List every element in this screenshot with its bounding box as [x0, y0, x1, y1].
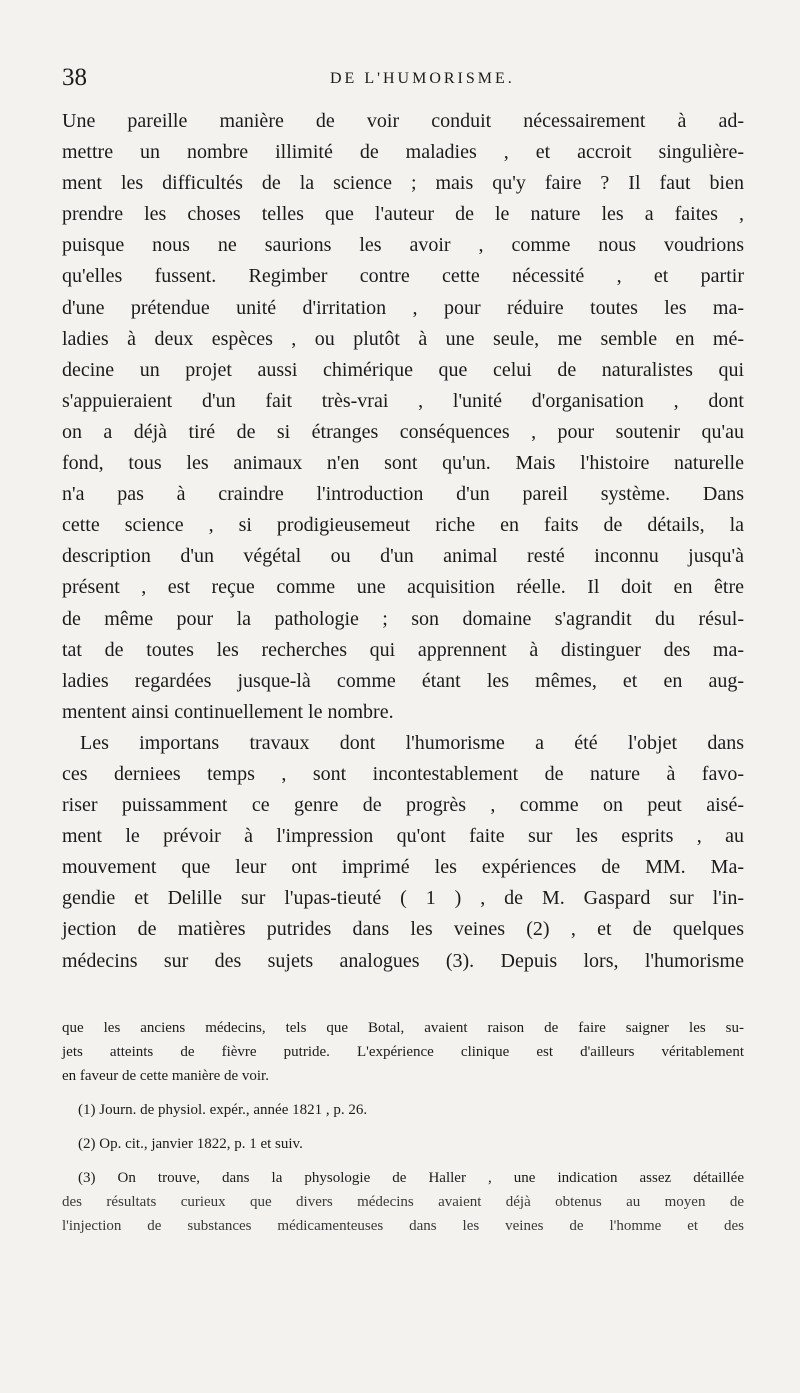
body-line: ment les difficultés de la science ; mais qu'y faire ? Il faut bien	[62, 172, 744, 195]
footnote-line: l'injection de substances médicamenteuses dans les veines de l'homme et des	[62, 1218, 744, 1234]
footnote-line: jets atteints de fièvre putride. L'expérience clinique est d'ailleurs véritablement	[62, 1044, 744, 1060]
footnote-1: (1) Journ. de physiol. expér., année 1821 , p. 26.	[78, 1102, 368, 1118]
running-head: DE L'HUMORISME.	[330, 70, 515, 87]
body-line: s'appuieraient d'un fait très-vrai , l'unité d'organisation , dont	[62, 389, 744, 412]
footnote-line: en faveur de cette manière de voir.	[62, 1068, 269, 1084]
body-line: mentent ainsi continuellement le nombre.	[62, 700, 394, 723]
footnotes	[62, 1016, 744, 1238]
page-number: 38	[62, 64, 87, 91]
body-line: fond, tous les animaux n'en sont qu'un. Mais l'histoire naturelle	[62, 452, 744, 475]
body-line: cette science , si prodigieusemeut riche en faits de détails, la	[62, 514, 744, 537]
body-line: mouvement que leur ont imprimé les expériences de MM. Ma-	[62, 856, 744, 879]
body-line: ment le prévoir à l'impression qu'ont faite sur les esprits , au	[62, 825, 744, 848]
body-line: n'a pas à craindre l'introduction d'un pareil système. Dans	[62, 483, 744, 506]
footnote-line: des résultats curieux que divers médecins avaient déjà obtenus au moyen de	[62, 1194, 744, 1210]
body-line: Une pareille manière de voir conduit nécessairement à ad-	[62, 110, 744, 132]
footnote-line: que les anciens médecins, tels que Botal, avaient raison de faire saigner les su-	[62, 1020, 744, 1036]
body-line: ces derniees temps , sont incontestablement de nature à favo-	[62, 762, 744, 785]
body-line: riser puissamment ce genre de progrès , comme on peut aisé-	[62, 794, 744, 817]
body-line: de même pour la pathologie ; son domaine s'agrandit du résul-	[62, 607, 744, 630]
body-line: médecins sur des sujets analogues (3). Depuis lors, l'humorisme	[62, 949, 744, 972]
body-line: puisque nous ne saurions les avoir , comme nous voudrions	[62, 234, 744, 257]
body-line: decine un projet aussi chimérique que celui de naturalistes qui	[62, 358, 744, 381]
body-line: mettre un nombre illimité de maladies , et accroit singulière-	[62, 141, 744, 164]
body-line: d'une prétendue unité d'irritation , pour réduire toutes les ma-	[62, 296, 744, 319]
body-line: tat de toutes les recherches qui apprennent à distinguer des ma-	[62, 638, 744, 661]
body-line: qu'elles fussent. Regimber contre cette nécessité , et partir	[62, 265, 744, 288]
footnote-3: (3) On trouve, dans la physologie de Haller , une indication assez détaillée	[78, 1170, 744, 1186]
body-line: jection de matières putrides dans les veines (2) , et de quelques	[62, 918, 744, 941]
body-line: Les importans travaux dont l'humorisme a été l'objet dans	[80, 731, 744, 754]
body-line: description d'un végétal ou d'un animal resté inconnu jusqu'à	[62, 545, 744, 568]
body-line: ladies regardées jusque-là comme étant les mêmes, et en aug-	[62, 669, 744, 692]
body-text	[62, 106, 744, 977]
body-line: présent , est reçue comme une acquisition réelle. Il doit en être	[62, 576, 744, 599]
footnote-2: (2) Op. cit., janvier 1822, p. 1 et suiv.	[78, 1136, 303, 1152]
body-line: prendre les choses telles que l'auteur de le nature les a faites ,	[62, 203, 744, 226]
body-line: on a déjà tiré de si étranges conséquences , pour soutenir qu'au	[62, 420, 744, 443]
body-line: gendie et Delille sur l'upas-tieuté ( 1 ) , de M. Gaspard sur l'in-	[62, 887, 744, 910]
body-line: ladies à deux espèces , ou plutôt à une seule, me semble en mé-	[62, 327, 744, 350]
